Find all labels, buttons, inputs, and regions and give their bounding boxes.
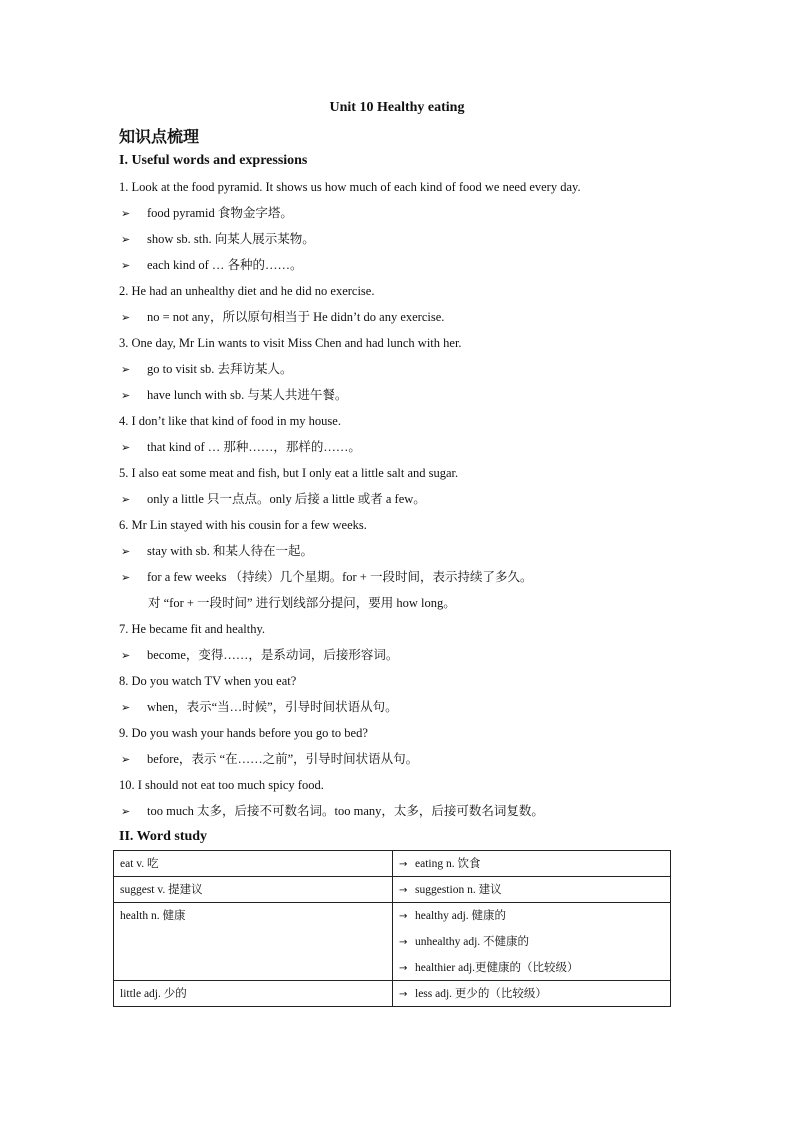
arrow-bullet-icon: ➢ <box>121 259 131 272</box>
bullet-text: go to visit sb. 去拜访某人。 <box>147 362 293 376</box>
numbered-sentence: 10. I should not eat too much spicy food. <box>119 778 324 792</box>
right-arrow-icon: → <box>399 937 408 948</box>
bullet-text: for a few weeks （持续）几个星期。for + 一段时间，表示持续了多久。 <box>147 570 533 584</box>
page-title: Unit 10 Healthy eating <box>329 100 465 115</box>
numbered-sentence: 2. He had an unhealthy diet and he did no exercise. <box>119 284 375 298</box>
derived-word-text: healthier adj.更健康的（比较级） <box>415 962 579 974</box>
arrow-bullet-icon: ➢ <box>121 571 131 584</box>
derived-word-text: unhealthy adj. 不健康的 <box>415 936 530 948</box>
derived-words-cell <box>393 981 671 1007</box>
derived-word-text: healthy adj. 健康的 <box>415 910 507 922</box>
derived-words-cell <box>393 903 671 981</box>
bullet-item <box>121 256 303 275</box>
numbered-sentence: 1. Look at the food pyramid. It shows us how much of each kind of food we need every day. <box>119 180 581 194</box>
bullet-text: too much 太多，后接不可数名词。too many，太多，后接可数名词复数。 <box>147 804 544 818</box>
right-arrow-icon: → <box>399 911 408 922</box>
bullet-text: food pyramid 食物金字塔。 <box>147 206 293 220</box>
heading-word-study: II. Word study <box>119 829 208 844</box>
bullet-item <box>121 646 398 665</box>
right-arrow-icon: → <box>399 989 408 1000</box>
bullet-text: that kind of … 那种……，那样的……。 <box>147 440 361 454</box>
heading-useful-words: I. Useful words and expressions <box>119 153 308 168</box>
bullet-text: show sb. sth. 向某人展示某物。 <box>147 232 315 246</box>
arrow-bullet-icon: ➢ <box>121 441 131 454</box>
right-arrow-icon: → <box>399 885 408 896</box>
arrow-bullet-icon: ➢ <box>121 753 131 766</box>
base-word-cell: eat v. 吃 <box>114 851 393 877</box>
derived-word-text: suggestion n. 建议 <box>415 884 502 896</box>
bullet-item <box>121 802 544 821</box>
bullet-text: become，变得……，是系动词，后接形容词。 <box>147 648 399 662</box>
base-word-cell: health n. 健康 <box>114 903 393 981</box>
bullet-text: when，表示“当…时候”，引导时间状语从句。 <box>147 700 398 714</box>
bullet-item <box>121 386 347 405</box>
numbered-sentence: 3. One day, Mr Lin wants to visit Miss Chen and had lunch with her. <box>119 336 462 350</box>
derived-word <box>399 883 664 897</box>
derived-word <box>399 857 664 871</box>
arrow-bullet-icon: ➢ <box>121 545 131 558</box>
section-heading-knowledge: 知识点梳理 <box>119 127 200 146</box>
derived-words-cell <box>393 851 671 877</box>
right-arrow-icon: → <box>399 859 408 870</box>
arrow-bullet-icon: ➢ <box>121 701 131 714</box>
table-row <box>114 877 671 903</box>
derived-word-text: less adj. 更少的（比较级） <box>415 988 547 1000</box>
bullet-item <box>121 204 293 223</box>
arrow-bullet-icon: ➢ <box>121 805 131 818</box>
right-arrow-icon: → <box>399 963 408 974</box>
bullet-text: have lunch with sb. 与某人共进午餐。 <box>147 388 348 402</box>
table-row <box>114 981 671 1007</box>
bullet-item <box>121 490 426 509</box>
bullet-text: only a little 只一点点。only 后接 a little 或者 a few。 <box>147 492 426 506</box>
arrow-bullet-icon: ➢ <box>121 389 131 402</box>
bullet-item <box>121 438 361 457</box>
arrow-bullet-icon: ➢ <box>121 207 131 220</box>
bullet-text: each kind of … 各种的……。 <box>147 258 303 272</box>
base-word-cell: suggest v. 提建议 <box>114 877 393 903</box>
bullet-continuation: 对 “for + 一段时间” 进行划线部分提问，要用 how long。 <box>148 596 456 610</box>
bullet-item <box>121 698 398 717</box>
bullet-item <box>121 568 532 587</box>
bullet-item <box>121 542 313 561</box>
bullet-text: before，表示 “在……之前”，引导时间状语从句。 <box>147 752 419 766</box>
arrow-bullet-icon: ➢ <box>121 311 131 324</box>
bullet-item <box>121 360 293 379</box>
bullet-item <box>121 230 315 249</box>
derived-word-text: eating n. 饮食 <box>415 858 481 870</box>
derived-word <box>399 909 664 935</box>
numbered-sentence: 6. Mr Lin stayed with his cousin for a few weeks. <box>119 518 367 532</box>
derived-word <box>399 935 664 961</box>
table-row <box>114 851 671 877</box>
numbered-sentence: 5. I also eat some meat and fish, but I only eat a little salt and sugar. <box>119 466 459 480</box>
numbered-sentence: 7. He became fit and healthy. <box>119 622 266 636</box>
numbered-sentence: 9. Do you wash your hands before you go to bed? <box>119 726 368 740</box>
numbered-sentence: 4. I don’t like that kind of food in my house. <box>119 414 341 428</box>
word-study-table <box>113 850 671 1007</box>
arrow-bullet-icon: ➢ <box>121 363 131 376</box>
numbered-sentence: 8. Do you watch TV when you eat? <box>119 674 297 688</box>
bullet-text: stay with sb. 和某人待在一起。 <box>147 544 313 558</box>
table-row <box>114 903 671 981</box>
derived-word <box>399 987 664 1001</box>
base-word-cell: little adj. 少的 <box>114 981 393 1007</box>
bullet-text: no = not any，所以原句相当于 He didn’t do any exercise. <box>147 310 445 324</box>
arrow-bullet-icon: ➢ <box>121 493 131 506</box>
bullet-item <box>121 750 418 769</box>
derived-words-cell <box>393 877 671 903</box>
arrow-bullet-icon: ➢ <box>121 649 131 662</box>
derived-word <box>399 961 664 975</box>
arrow-bullet-icon: ➢ <box>121 233 131 246</box>
bullet-item <box>121 308 444 327</box>
